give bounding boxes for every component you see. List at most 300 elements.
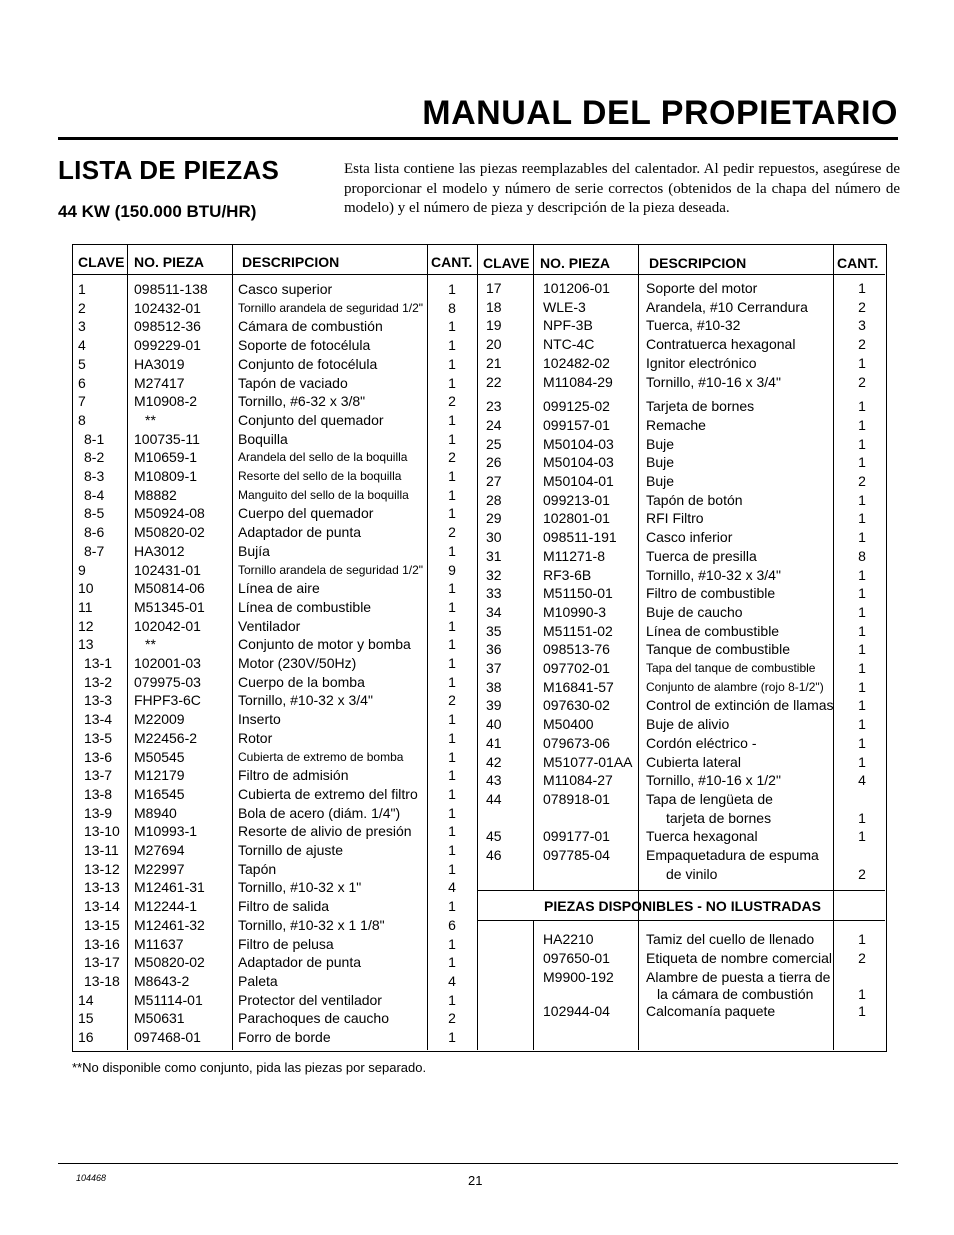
- part-description: Resorte de alivio de presión: [238, 823, 412, 840]
- part-description: Línea de combustible: [646, 622, 780, 639]
- part-number: 079673-06: [543, 734, 610, 751]
- part-description: Tornillo, #6-32 x 3/8": [238, 393, 366, 410]
- part-description: Forro de borde: [238, 1029, 331, 1045]
- part-number: M50400: [543, 716, 594, 733]
- part-quantity: 1: [858, 828, 866, 845]
- part-description: Tornillo, #10-16 x 3/4": [646, 373, 781, 390]
- part-key: 13-18: [84, 972, 120, 989]
- part-description: Tuerca hexagonal: [646, 828, 758, 845]
- part-number: M12461-32: [134, 916, 205, 933]
- part-description: Línea de combustible: [238, 598, 372, 615]
- part-quantity: 2: [858, 473, 866, 489]
- part-description: Tornillo, #10-32 x 3/4": [238, 692, 373, 709]
- part-description: Tornillo arandela de seguridad 1/2": [238, 300, 424, 315]
- part-key: 26: [486, 454, 502, 471]
- part-description: Empaquetadura de espuma: [646, 847, 819, 863]
- part-quantity: 9: [448, 561, 456, 578]
- part-quantity: 1: [858, 585, 866, 602]
- part-key: 4: [78, 337, 86, 354]
- part-number: M50104-03: [543, 454, 614, 471]
- part-number: 078918-01: [543, 790, 610, 807]
- part-description: Tornillo, #10-16 x 1/2": [646, 772, 781, 789]
- part-quantity: 1: [858, 280, 866, 296]
- part-description: Conjunto de motor y bomba: [238, 636, 411, 653]
- part-number: FHPF3-6C: [134, 692, 201, 709]
- part-quantity: 1: [448, 729, 456, 746]
- right-header-desc: DESCRIPCION: [649, 255, 747, 271]
- part-key: 22: [486, 373, 502, 390]
- section-subtitle: 44 KW (150.000 BTU/HR): [58, 202, 257, 221]
- part-quantity: 1: [448, 842, 456, 858]
- part-quantity: 1: [858, 678, 866, 695]
- part-number: 098511-191: [543, 529, 617, 546]
- part-number: M8643-2: [134, 972, 190, 989]
- part-number: M10993-1: [134, 823, 198, 840]
- part-number: M51150-01: [543, 585, 613, 602]
- part-key: 13-15: [84, 916, 120, 933]
- part-number: 097650-01: [543, 950, 610, 966]
- divider-right-clave: [533, 244, 534, 890]
- part-number: M11084-27: [543, 772, 613, 789]
- part-quantity: 2: [858, 950, 866, 966]
- part-key: 30: [486, 529, 502, 546]
- part-quantity: 1: [858, 354, 866, 371]
- left-header-clave: CLAVE: [78, 254, 125, 270]
- part-quantity: 4: [448, 879, 456, 896]
- part-key: 13-2: [84, 673, 113, 690]
- part-key: 5: [78, 355, 86, 372]
- part-quantity: 1: [858, 986, 866, 1002]
- part-description: Ignitor electrónico: [646, 354, 757, 371]
- part-quantity: 2: [448, 524, 456, 541]
- right-header-pieza: NO. PIEZA: [540, 255, 611, 271]
- part-quantity: 1: [448, 748, 456, 765]
- part-quantity: 4: [858, 772, 866, 789]
- part-description: Filtro de pelusa: [238, 935, 334, 952]
- part-quantity: 1: [448, 486, 456, 503]
- part-key: 13-16: [84, 935, 120, 952]
- part-description-cont: la cámara de combustión: [657, 986, 814, 1002]
- part-key: 8-7: [84, 542, 105, 559]
- part-number: 098513-76: [543, 641, 610, 658]
- part-key: 25: [486, 435, 502, 452]
- part-number: M22009: [134, 711, 185, 728]
- part-key: 9: [78, 561, 86, 578]
- part-quantity: 1: [448, 281, 456, 297]
- part-key: 32: [486, 566, 502, 583]
- part-number: M8882: [134, 486, 177, 503]
- part-quantity: 1: [448, 1029, 456, 1045]
- part-quantity: 1: [448, 804, 456, 821]
- part-quantity: 1: [858, 398, 866, 415]
- part-quantity: 1: [448, 823, 456, 840]
- part-description: Línea de aire: [238, 580, 320, 597]
- part-quantity: 1: [448, 617, 456, 634]
- part-description: Bola de acero (diám. 1/4"): [238, 804, 401, 821]
- part-quantity: 1: [448, 598, 456, 615]
- part-quantity: 1: [448, 580, 456, 597]
- divider-right-desc: [833, 244, 834, 1050]
- part-number: M51151-02: [543, 622, 613, 639]
- part-description: Etiqueta de nombre comercial: [646, 950, 832, 966]
- part-quantity: 1: [858, 753, 866, 770]
- part-key: 37: [486, 660, 502, 676]
- part-number: M10809-1: [134, 468, 198, 484]
- part-key: 13-13: [84, 879, 120, 896]
- part-key: 13-7: [84, 767, 113, 784]
- part-number: M50924-08: [134, 505, 205, 522]
- left-header-pieza: NO. PIEZA: [134, 254, 205, 270]
- part-number: HA3012: [134, 542, 185, 559]
- part-quantity: 3: [858, 317, 866, 334]
- part-key: 21: [486, 354, 502, 371]
- part-description: Cordón eléctrico -: [646, 734, 757, 751]
- part-key: 34: [486, 603, 502, 620]
- part-quantity: 1: [448, 860, 456, 877]
- part-quantity: 2: [448, 449, 456, 466]
- part-quantity: 2: [858, 373, 866, 390]
- part-description: Tapón de vaciado: [238, 374, 348, 391]
- part-number: 098511-138: [134, 281, 208, 297]
- part-quantity: 1: [448, 468, 456, 484]
- left-header-desc: DESCRIPCION: [242, 254, 340, 270]
- part-number: M10908-2: [134, 393, 198, 410]
- header-rule: [58, 137, 898, 140]
- part-quantity: 2: [858, 336, 866, 353]
- part-number: M50820-02: [134, 954, 205, 971]
- part-description: Protector del ventilador: [238, 991, 382, 1008]
- part-description: Casco superior: [238, 281, 333, 297]
- part-description: Paleta: [238, 972, 278, 989]
- right-header-clave: CLAVE: [483, 255, 530, 271]
- part-description: Adaptador de punta: [238, 954, 361, 971]
- right-header-rule: [477, 274, 885, 275]
- unill-top-rule: [477, 890, 885, 891]
- section-title: LISTA DE PIEZAS: [58, 155, 280, 185]
- part-quantity: 1: [448, 318, 456, 335]
- part-number: **: [145, 411, 156, 428]
- part-number: 102001-03: [134, 655, 201, 671]
- part-number: M11637: [134, 935, 184, 952]
- part-number: M11271-8: [543, 547, 606, 564]
- part-description: Buje de caucho: [646, 603, 743, 620]
- divider-left-pieza: [232, 244, 233, 1050]
- part-description: Filtro de combustible: [646, 585, 776, 602]
- part-number: M12179: [134, 767, 185, 784]
- part-key: 42: [486, 753, 502, 770]
- part-number: 099125-02: [543, 398, 610, 415]
- part-key: 13-6: [84, 748, 113, 765]
- part-key: 13-10: [84, 823, 120, 840]
- part-quantity: 1: [858, 622, 866, 639]
- part-description: Cubierta lateral: [646, 753, 741, 770]
- part-description: Tapón: [238, 860, 277, 877]
- part-key: 14: [78, 991, 94, 1008]
- part-number: 102042-01: [134, 617, 201, 634]
- part-description: Tornillo de ajuste: [238, 842, 344, 858]
- part-description: Cubierta de extremo del filtro: [238, 785, 418, 802]
- part-number: 102801-01: [543, 510, 610, 527]
- part-description: Filtro de salida: [238, 898, 330, 915]
- part-key: 36: [486, 641, 502, 658]
- part-quantity: 8: [858, 547, 866, 564]
- part-quantity: 1: [858, 529, 866, 546]
- part-description: Tuerca de presilla: [646, 547, 757, 564]
- part-quantity: 1: [858, 416, 866, 433]
- part-number: 102432-01: [134, 299, 201, 316]
- part-quantity: 1: [448, 898, 456, 915]
- part-quantity: 1: [858, 510, 866, 527]
- part-description: Alambre de puesta a tierra de: [646, 969, 831, 985]
- part-key: 39: [486, 697, 502, 714]
- part-key: 7: [78, 393, 86, 410]
- part-quantity: 2: [858, 298, 866, 315]
- part-quantity: 1: [858, 566, 866, 583]
- part-quantity: 1: [858, 454, 866, 471]
- part-key: 44: [486, 790, 502, 807]
- part-description: Cuerpo del quemador: [238, 505, 374, 522]
- part-description: Buje: [646, 435, 675, 452]
- footer-rule: [58, 1163, 898, 1164]
- part-key: 8-5: [84, 505, 105, 522]
- part-number: 099177-01: [543, 828, 610, 845]
- part-key: 13-9: [84, 804, 113, 821]
- part-key: 10: [78, 580, 94, 597]
- part-description: Cámara de combustión: [238, 318, 383, 335]
- left-header-rule: [72, 274, 477, 275]
- part-key: 20: [486, 336, 502, 353]
- part-key: 8-3: [84, 468, 105, 484]
- part-description: Conjunto de fotocélula: [238, 355, 378, 372]
- part-description: Casco inferior: [646, 529, 733, 546]
- part-quantity: 1: [448, 636, 456, 653]
- part-description: Buje: [646, 454, 675, 471]
- part-number: M51345-01: [134, 598, 205, 615]
- divider-left-desc: [427, 244, 428, 1050]
- part-quantity: 1: [858, 931, 866, 947]
- part-quantity: 2: [858, 865, 866, 882]
- part-key: 35: [486, 622, 502, 639]
- part-number: M51114-01: [134, 991, 203, 1008]
- part-number: NPF-3B: [543, 317, 593, 334]
- part-quantity: 1: [858, 435, 866, 452]
- part-key: 46: [486, 847, 502, 863]
- part-quantity: 1: [858, 1003, 866, 1019]
- part-key: 19: [486, 317, 502, 334]
- part-description: Tornillo arandela de seguridad 1/2": [238, 562, 424, 577]
- part-number: M12244-1: [134, 898, 198, 915]
- part-description: Calcomanía paquete: [646, 1003, 776, 1019]
- part-number: 102482-02: [543, 354, 610, 371]
- part-number: 099229-01: [134, 337, 201, 354]
- part-key: 8-4: [84, 486, 105, 503]
- part-key: 45: [486, 828, 502, 845]
- part-quantity: 1: [448, 991, 456, 1008]
- part-key: 23: [486, 398, 502, 415]
- part-description: Cuerpo de la bomba: [238, 673, 365, 690]
- part-description: Inserto: [238, 711, 281, 728]
- part-description: Arandela del sello de la boquilla: [238, 450, 408, 465]
- part-quantity: 6: [448, 916, 456, 933]
- part-quantity: 1: [448, 767, 456, 784]
- part-key: 41: [486, 734, 502, 751]
- part-key: 8-2: [84, 449, 105, 466]
- part-description: Adaptador de punta: [238, 524, 361, 541]
- part-number: 079975-03: [134, 673, 201, 690]
- part-description: Tarjeta de bornes: [646, 398, 755, 415]
- part-number: M12461-31: [134, 879, 205, 896]
- part-description: Ventilador: [238, 617, 301, 634]
- part-quantity: 1: [448, 785, 456, 802]
- part-number: M11084-29: [543, 373, 613, 390]
- part-number: M50104-03: [543, 435, 614, 452]
- part-description: Filtro de admisión: [238, 767, 349, 784]
- part-description: Contratuerca hexagonal: [646, 336, 796, 353]
- part-description: Soporte del motor: [646, 280, 758, 296]
- part-key: 13: [78, 636, 94, 653]
- part-number: WLE-3: [543, 298, 586, 315]
- part-number: M50104-01: [543, 473, 614, 489]
- part-description: Soporte de fotocélula: [238, 337, 371, 354]
- part-description: Tanque de combustible: [646, 641, 790, 658]
- part-quantity: 1: [858, 697, 866, 714]
- unillustrated-title: PIEZAS DISPONIBLES - NO ILUSTRADAS: [544, 898, 821, 914]
- part-quantity: 1: [448, 655, 456, 671]
- part-description: Conjunto del quemador: [238, 411, 384, 428]
- part-key: 13-5: [84, 729, 113, 746]
- part-quantity: 1: [858, 641, 866, 658]
- part-number: M50631: [134, 1010, 185, 1027]
- part-number: 102431-01: [134, 561, 201, 578]
- divider-center: [477, 244, 478, 1050]
- divider-right-pieza: [638, 244, 639, 1050]
- part-description: Tornillo, #10-32 x 1 1/8": [238, 916, 385, 933]
- part-number: M10659-1: [134, 449, 198, 466]
- part-quantity: 1: [448, 711, 456, 728]
- part-quantity: 1: [858, 491, 866, 508]
- part-number: M16545: [134, 785, 185, 802]
- part-description: Remache: [646, 416, 706, 433]
- part-number: 097702-01: [543, 660, 610, 676]
- part-description: Buje de alivio: [646, 716, 730, 733]
- part-number: M50814-06: [134, 580, 205, 597]
- part-quantity: 2: [448, 393, 456, 410]
- page-number: 21: [468, 1173, 483, 1188]
- part-description: Arandela, #10 Cerrandura: [646, 298, 808, 315]
- part-number: 100735-11: [134, 430, 200, 447]
- part-number: 099157-01: [543, 416, 610, 433]
- left-header-cant: CANT.: [431, 254, 473, 270]
- part-quantity: 1: [448, 411, 456, 428]
- part-description: RFI Filtro: [646, 510, 704, 527]
- part-number: 097468-01: [134, 1029, 201, 1045]
- part-quantity: 1: [448, 935, 456, 952]
- part-description: Buje: [646, 473, 675, 489]
- part-description: Tapa del tanque de combustible: [646, 661, 816, 675]
- divider-left-clave: [127, 244, 128, 1050]
- part-description: Conjunto de alambre (rojo 8-1/2"): [646, 679, 824, 694]
- part-key: 13-12: [84, 860, 120, 877]
- part-quantity: 1: [448, 355, 456, 372]
- part-description: Tuerca, #10-32: [646, 317, 741, 334]
- part-description: Tapón de botón: [646, 491, 743, 508]
- part-number: M16841-57: [543, 678, 614, 695]
- part-key: 31: [486, 547, 502, 564]
- part-key: 13-14: [84, 898, 120, 915]
- part-key: 13-3: [84, 692, 113, 709]
- part-key: 6: [78, 374, 86, 391]
- part-number: 097785-04: [543, 847, 610, 863]
- part-number: RF3-6B: [543, 566, 592, 583]
- part-description: Control de extinción de llamas: [646, 697, 834, 714]
- part-key: 8-6: [84, 524, 105, 541]
- part-description-cont: tarjeta de bornes: [666, 809, 772, 826]
- part-description: Manguito del sello de la boquilla: [238, 487, 409, 502]
- part-description: Cubierta de extremo de bomba: [238, 749, 404, 764]
- part-number: 098512-36: [134, 318, 201, 335]
- part-key: 18: [486, 298, 502, 315]
- part-key: 27: [486, 473, 502, 489]
- part-number: M50545: [134, 748, 185, 765]
- part-quantity: 1: [448, 954, 456, 971]
- part-key: 17: [486, 280, 502, 296]
- part-number: 097630-02: [543, 697, 610, 714]
- part-number: M9900-192: [543, 969, 614, 985]
- part-number: M51077-01AA: [543, 753, 633, 770]
- part-number: **: [145, 636, 156, 653]
- part-key: 13-17: [84, 954, 120, 971]
- doc-number: 104468: [76, 1173, 107, 1183]
- part-number: M22456-2: [134, 729, 198, 746]
- part-number: NTC-4C: [543, 336, 595, 353]
- part-key: 33: [486, 585, 502, 602]
- part-quantity: 1: [858, 603, 866, 620]
- part-key: 29: [486, 510, 502, 527]
- part-quantity: 2: [448, 1010, 456, 1027]
- footnote: **No disponible como conjunto, pida las piezas por separado.: [72, 1060, 427, 1075]
- part-number: 099213-01: [543, 491, 610, 508]
- part-key: 28: [486, 491, 502, 508]
- page-title: MANUAL DEL PROPIETARIO: [422, 94, 898, 132]
- part-number: M50820-02: [134, 524, 205, 541]
- part-key: 8-1: [84, 430, 105, 447]
- part-quantity: 2: [448, 692, 456, 709]
- part-key: 3: [78, 318, 86, 335]
- part-number: M10990-3: [543, 603, 607, 620]
- part-key: 11: [78, 598, 93, 615]
- part-number: M27417: [134, 374, 185, 391]
- intro-paragraph: Esta lista contiene las piezas reemplazables del calentador. Al pedir repuestos, asegúrese de proporcionar el modelo y número de serie correctos (obtenidos de la chapa del número de modelo) y el número de pieza y descripción de la pieza deseada.: [344, 161, 900, 216]
- part-description: Tornillo, #10-32 x 3/4": [646, 566, 781, 583]
- right-header-cant: CANT.: [837, 255, 879, 271]
- part-key: 13-1: [84, 655, 113, 671]
- part-key: 15: [78, 1010, 94, 1027]
- part-description: Tapa de lengüeta de: [646, 790, 773, 807]
- part-quantity: 1: [858, 660, 866, 676]
- part-quantity: 1: [858, 716, 866, 733]
- part-quantity: 8: [448, 299, 456, 316]
- part-description: Parachoques de caucho: [238, 1010, 389, 1027]
- part-description: Rotor: [238, 729, 273, 746]
- part-number: 102944-04: [543, 1003, 610, 1019]
- part-key: 12: [78, 617, 94, 634]
- part-key: 40: [486, 716, 502, 733]
- part-description: Tamiz del cuello de llenado: [646, 931, 815, 947]
- part-quantity: 1: [858, 734, 866, 751]
- part-quantity: 1: [448, 337, 456, 354]
- part-description: Motor (230V/50Hz): [238, 655, 357, 671]
- part-quantity: 1: [448, 430, 456, 447]
